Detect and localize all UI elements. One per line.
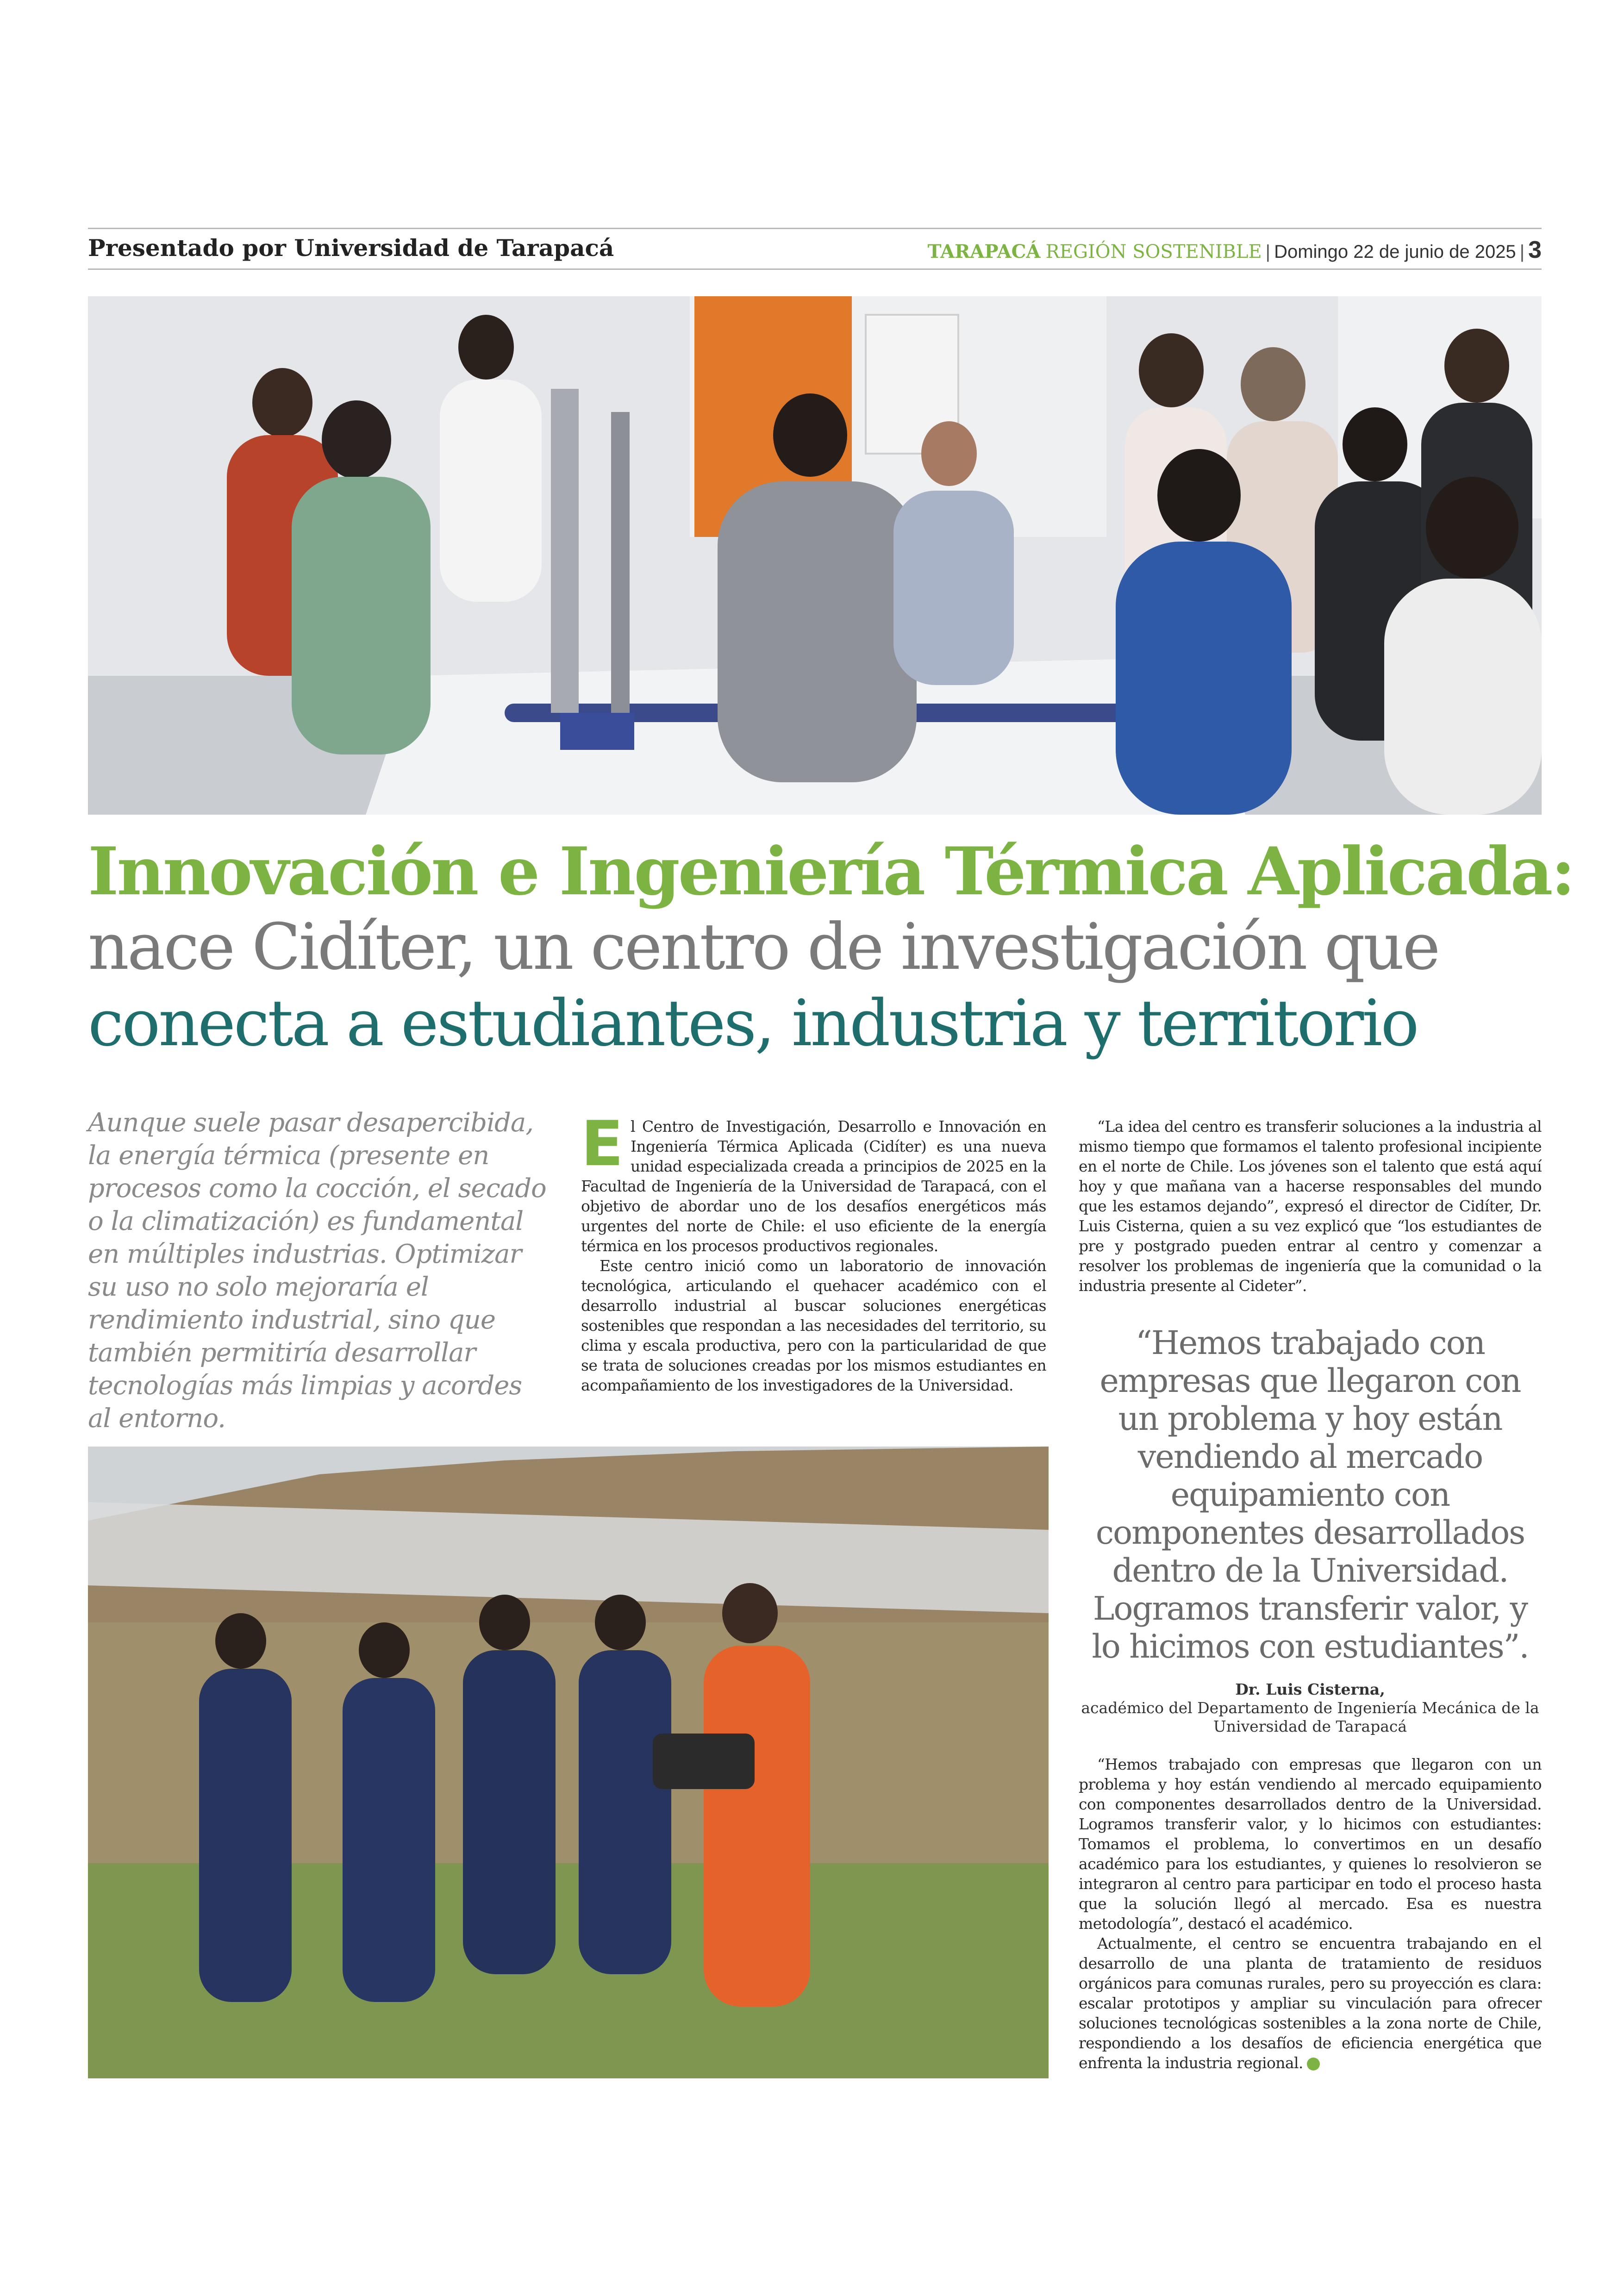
headline-line-2: nace Cidíter, un centro de investigación que: [88, 910, 1439, 984]
headline-line-3: conecta a estudiantes, industria y territorio: [88, 986, 1418, 1060]
masthead: TARAPACÁ REGIÓN SOSTENIBLE | Domingo 22 de junio de 2025 | 3: [927, 237, 1542, 263]
body-paragraph-5-text: Actualmente, el centro se encuentra trabajando en el desarrollo de una planta de tratamiento de residuos orgánicos para comunas rurales, pero su proyección es clara: escalar prototipos y ampliar su vinculación para ofrecer soluciones tecnológicas sostenibles a la zona norte de Chile, respondiendo a los desafíos de eficiencia energética que enfrenta la industria regional.: [1079, 1934, 1542, 2072]
body-paragraph-1-text: l Centro de Investigación, Desarrollo e Innovación en Ingeniería Térmica Aplicada (Cidíter) es una nueva unidad especializada creada a principios de 2025 en la Facultad de Ingeniería de la Universidad de Tarapacá, con el objetivo de abordar uno de los desafíos energéticos más urgentes del norte de Chile: el uso eficiente de la energía térmica en los procesos productivos regionales.: [581, 1117, 1046, 1255]
brand-subtitle: REGIÓN SOSTENIBLE: [1045, 241, 1262, 262]
quote-attribution: [1079, 1680, 1542, 1736]
header-rule-bottom: [88, 268, 1542, 270]
students-field-photo: [88, 1447, 1049, 2078]
headline-line-1: Innovación e Ingeniería Térmica Aplicada:: [88, 833, 1574, 910]
page-number: 3: [1528, 237, 1542, 263]
issue-date: Domingo 22 de junio de 2025: [1274, 242, 1516, 262]
body-paragraph-4: “Hemos trabajado con empresas que llegaron con un problema y hoy están vendiendo al mercado equipamiento con componentes desarrollados dentro de la Universidad. Logramos transferir valor, y lo hicimos con estudiantes: Tomamos el problema, lo convertimos en un desafío académico para los estudiantes, y quienes lo resolvieron se integraron al centro para participar en todo el proceso hasta que la solución llegó al mercado. Esa es nuestra metodología”, destacó el académico.: [1079, 1755, 1542, 1933]
body-paragraph-5: [1079, 1933, 1542, 2073]
pull-quote: “Hemos trabajado con empresas que llegaron con un problema y hoy están vendiendo al mercado equipamiento con componentes desarrollados dentro de la Universidad. Logramos transferir valor, y lo hicimos con estudiantes”.: [1092, 1324, 1529, 1665]
lab-meeting-photo: [88, 296, 1542, 815]
body-paragraph-2: Este centro inició como un laboratorio de innovación tecnológica, articulando el quehacer académico con el desarrollo industrial al buscar soluciones energéticas sostenibles que respondan a las necesidades del territorio, su clima y escala productiva, pero con la particularidad de que se trata de soluciones creadas por los mismos estudiantes en acompañamiento de los investigadores de la Universidad.: [581, 1257, 1046, 1394]
body-column-middle: [581, 1108, 1046, 1395]
end-mark-icon: [1307, 2058, 1320, 2070]
lab-meeting-illustration: [88, 296, 1542, 815]
brand-name: TARAPACÁ: [927, 241, 1041, 262]
body-column-right-top: [1079, 1116, 1542, 1296]
students-field-illustration: [88, 1447, 1049, 2078]
body-paragraph-3: “La idea del centro es transferir soluciones a la industria al mismo tiempo que formamos el talento profesional incipiente en el norte de Chile. Los jóvenes son el talento que está aquí hoy y que mañana van a hacerse responsables del mundo que les estamos dejando”, expresó el director de Cidíter, Dr. Luis Cisterna, quien a su vez explicó que “los estudiantes de pre y postgrado pueden entrar al centro y comenzar a resolver los problemas de ingeniería que la comunidad o la industria presente al Cideter”.: [1079, 1117, 1542, 1295]
lead-paragraph: Aunque suele pasar desapercibida, la energía térmica (presente en procesos como la cocción, el secado o la climatización) es fundamental en múltiples industrias. Optimizar su uso no solo mejoraría el rendimiento industrial, sino que también permitiría desarrollar tecnologías más limpias y acordes al entorno.: [88, 1108, 546, 1434]
presented-by: Presentado por Universidad de Tarapacá: [88, 234, 614, 262]
header-rule-top: [88, 228, 1542, 229]
quote-author-role: académico del Departamento de Ingeniería Mecánica de la Universidad de Tarapacá: [1081, 1699, 1539, 1735]
body-column-right-bottom: [1079, 1754, 1542, 2073]
drop-cap: E: [581, 1108, 623, 1180]
body-paragraph-1: [581, 1108, 1046, 1256]
quote-author: Dr. Luis Cisterna,: [1235, 1680, 1385, 1698]
